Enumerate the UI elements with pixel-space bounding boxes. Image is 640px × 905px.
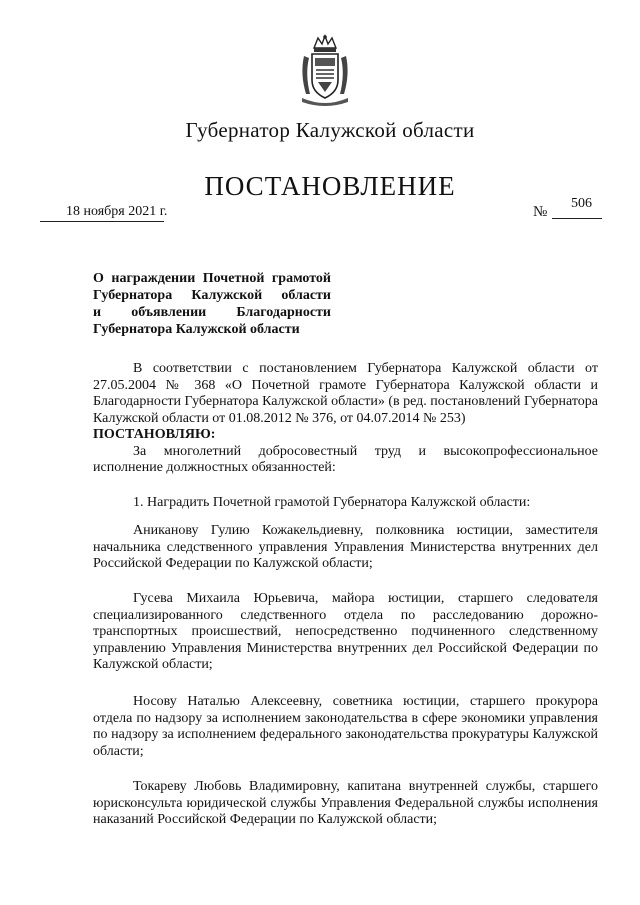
awardee-paragraph (93, 694, 598, 760)
subject-line: Губернатора Калужской области (93, 322, 300, 337)
awardee-paragraph (93, 779, 598, 829)
awardee-text: Гусева Михаила Юрьевича, майора юстиции, старшего следователя специализированного следственного отдела по расследованию дорожно-транспортных происшествий, непосредственно подчиненного следственному управлению Управления Министерства внутренних дел Российской Федерации по Калужской области; (93, 591, 598, 672)
decree-word: ПОСТАНОВЛЯЮ: (93, 427, 216, 442)
preamble-block (93, 361, 598, 477)
document-date: 18 ноября 2021 г. (66, 204, 168, 219)
issuing-authority: Губернатор Калужской области (185, 118, 475, 142)
date-underline (40, 221, 164, 222)
awardee-text: Носову Наталью Алексеевну, советника юстиции, старшего прокурора отдела по надзору за исполнением законодательства в сфере экономики управления по надзору за исполнением федерального законодательства прокуратуры Калужской области; (93, 694, 598, 759)
subject-line: и объявлении Благодарности (93, 305, 331, 320)
coat-of-arms-emblem (296, 34, 354, 106)
number-underline (552, 218, 602, 219)
awardee-paragraph (93, 591, 598, 674)
item-1-text: 1. Наградить Почетной грамотой Губернатора Калужской области: (133, 495, 531, 510)
item-1-block (93, 495, 598, 512)
preamble-text: В соответствии с постановлением Губернатора Калужской области от 27.05.2004 № 368 «О Почетной грамоте Губернатора Калужской области и Благодарности Губернатора Калужской области» (в ред. постановлений Губернатора Калужской области от 01.08.2012 № 376, от 04.07.2014 № 253) (93, 361, 598, 426)
reason-text: За многолетний добросовестный труд и высокопрофессиональное исполнение должностных обязанностей: (93, 443, 598, 475)
subject-line: О награждении Почетной грамотой (93, 271, 331, 286)
awardee-paragraph (93, 523, 598, 573)
document-number-label: № (533, 204, 548, 220)
document-type-title: ПОСТАНОВЛЕНИЕ (204, 171, 456, 201)
document-number: 506 (571, 196, 592, 211)
document-subject (93, 270, 331, 338)
awardee-text: Аниканову Гулию Кожакельдиевну, полковника юстиции, заместителя начальника следственного управления Управления Министерства внутренних дел Российской Федерации по Калужской области; (93, 523, 598, 571)
awardee-text: Токареву Любовь Владимировну, капитана внутренней службы, старшего юрисконсульта юридической службы Управления Федеральной службы исполнения наказаний Российской Федерации по Калужской области; (93, 779, 598, 827)
subject-line: Губернатора Калужской области (93, 288, 331, 303)
